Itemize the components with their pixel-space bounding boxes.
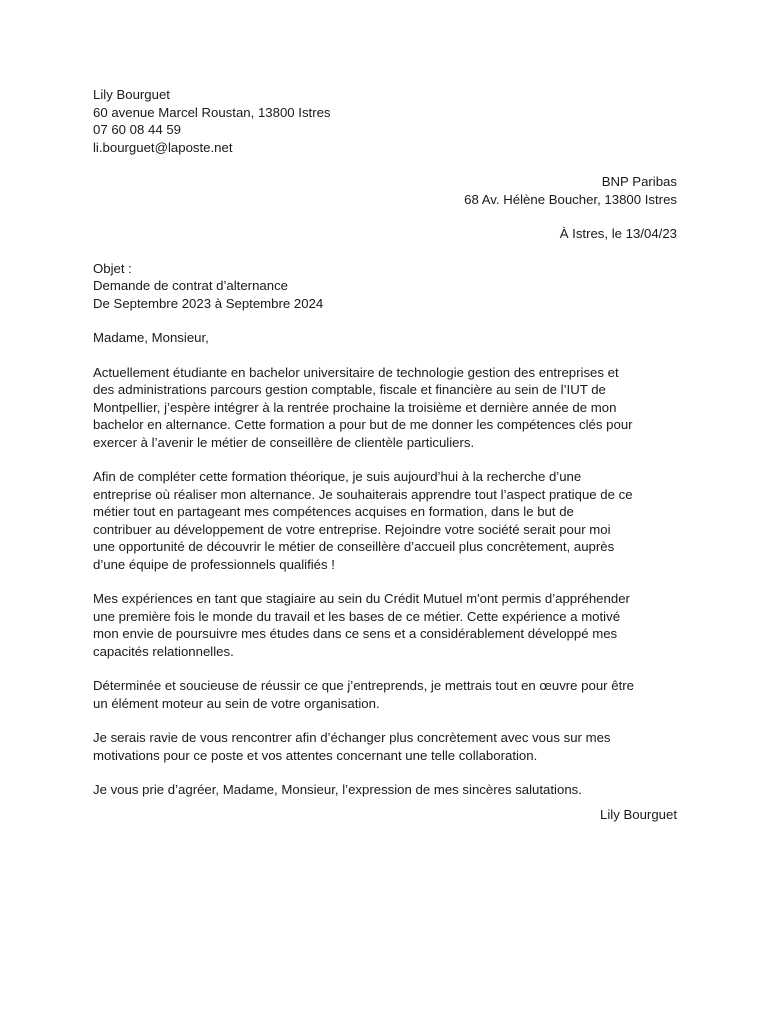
recipient-block	[93, 173, 677, 208]
recipient-address: 68 Av. Hélène Boucher, 13800 Istres	[464, 191, 677, 207]
paragraph-4	[93, 677, 677, 712]
paragraph-line: exercer à l’avenir le métier de conseillère de clientèle particuliers.	[93, 434, 475, 450]
sender-block	[93, 86, 677, 156]
paragraph-line: capacités relationnelles.	[93, 643, 234, 659]
paragraph-5	[93, 729, 677, 764]
paragraph-line: Mes expériences en tant que stagiaire au sein du Crédit Mutuel m'ont permis d’appréhender	[93, 591, 630, 606]
subject-line-2: De Septembre 2023 à Septembre 2024	[93, 295, 324, 311]
paragraph-line: des administrations parcours gestion comptable, fiscale et financière au sein de l’IUT de	[93, 382, 606, 397]
subject-line-1: Demande de contrat d’alternance	[93, 278, 289, 293]
signature: Lily Bourguet	[600, 806, 677, 822]
subject-block	[93, 260, 677, 313]
paragraph-line: motivations pour ce poste et vos attentes concernant une telle collaboration.	[93, 747, 538, 763]
recipient-name: BNP Paribas	[601, 174, 677, 189]
paragraph-line: Je serais ravie de vous rencontrer afin d’échanger plus concrètement avec vous sur mes	[93, 730, 611, 745]
paragraph-line: une opportunité de découvrir le métier de conseillère d’accueil plus concrètement, auprès	[93, 539, 615, 554]
paragraph-line: un élément moteur au sein de votre organisation.	[93, 695, 380, 711]
paragraph-line: d’une équipe de professionnels qualifiés !	[93, 556, 335, 572]
paragraph-line: entreprise où réaliser mon alternance. Je souhaiterais apprendre tout l’aspect pratique de ce	[93, 486, 633, 502]
paragraph-line: bachelor en alternance. Cette formation a pour but de me donner les compétences clés pour	[93, 417, 633, 432]
salutation: Madame, Monsieur,	[93, 330, 209, 345]
paragraph-line: Montpellier, j’espère intégrer à la rentrée prochaine la troisième et dernière année de mon	[93, 399, 617, 415]
paragraph-line: une première fois le monde du travail et les bases de ce métier. Cette expérience a motivé	[93, 608, 621, 624]
paragraph-2	[93, 468, 677, 573]
sender-name: Lily Bourguet	[93, 87, 170, 102]
paragraph-1	[93, 364, 677, 452]
sender-email: li.bourguet@laposte.net	[93, 139, 233, 155]
letter-date: À Istres, le 13/04/23	[559, 226, 677, 241]
sender-phone: 07 60 08 44 59	[93, 122, 181, 137]
letter-page	[93, 86, 677, 823]
paragraph-line: Actuellement étudiante en bachelor universitaire de technologie gestion des entreprises et	[93, 364, 619, 380]
paragraph-3	[93, 590, 677, 660]
closing-formula: Je vous prie d’agréer, Madame, Monsieur, l’expression de mes sincères salutations.	[93, 782, 582, 797]
paragraph-line: mon envie de poursuivre mes études dans ce sens et a considérablement développé mes	[93, 626, 618, 641]
paragraph-line: Afin de compléter cette formation théorique, je suis aujourd’hui à la recherche d’une	[93, 469, 582, 484]
paragraph-line: contribuer au développement de votre entreprise. Rejoindre votre société serait pour moi	[93, 521, 611, 537]
paragraph-line: Déterminée et soucieuse de réussir ce que j’entreprends, je mettrais tout en œuvre pour être	[93, 678, 634, 693]
sender-address: 60 avenue Marcel Roustan, 13800 Istres	[93, 104, 331, 120]
subject-label: Objet :	[93, 260, 132, 276]
paragraph-line: métier tout en partageant mes compétences acquises en formation, dans le but de	[93, 504, 574, 519]
